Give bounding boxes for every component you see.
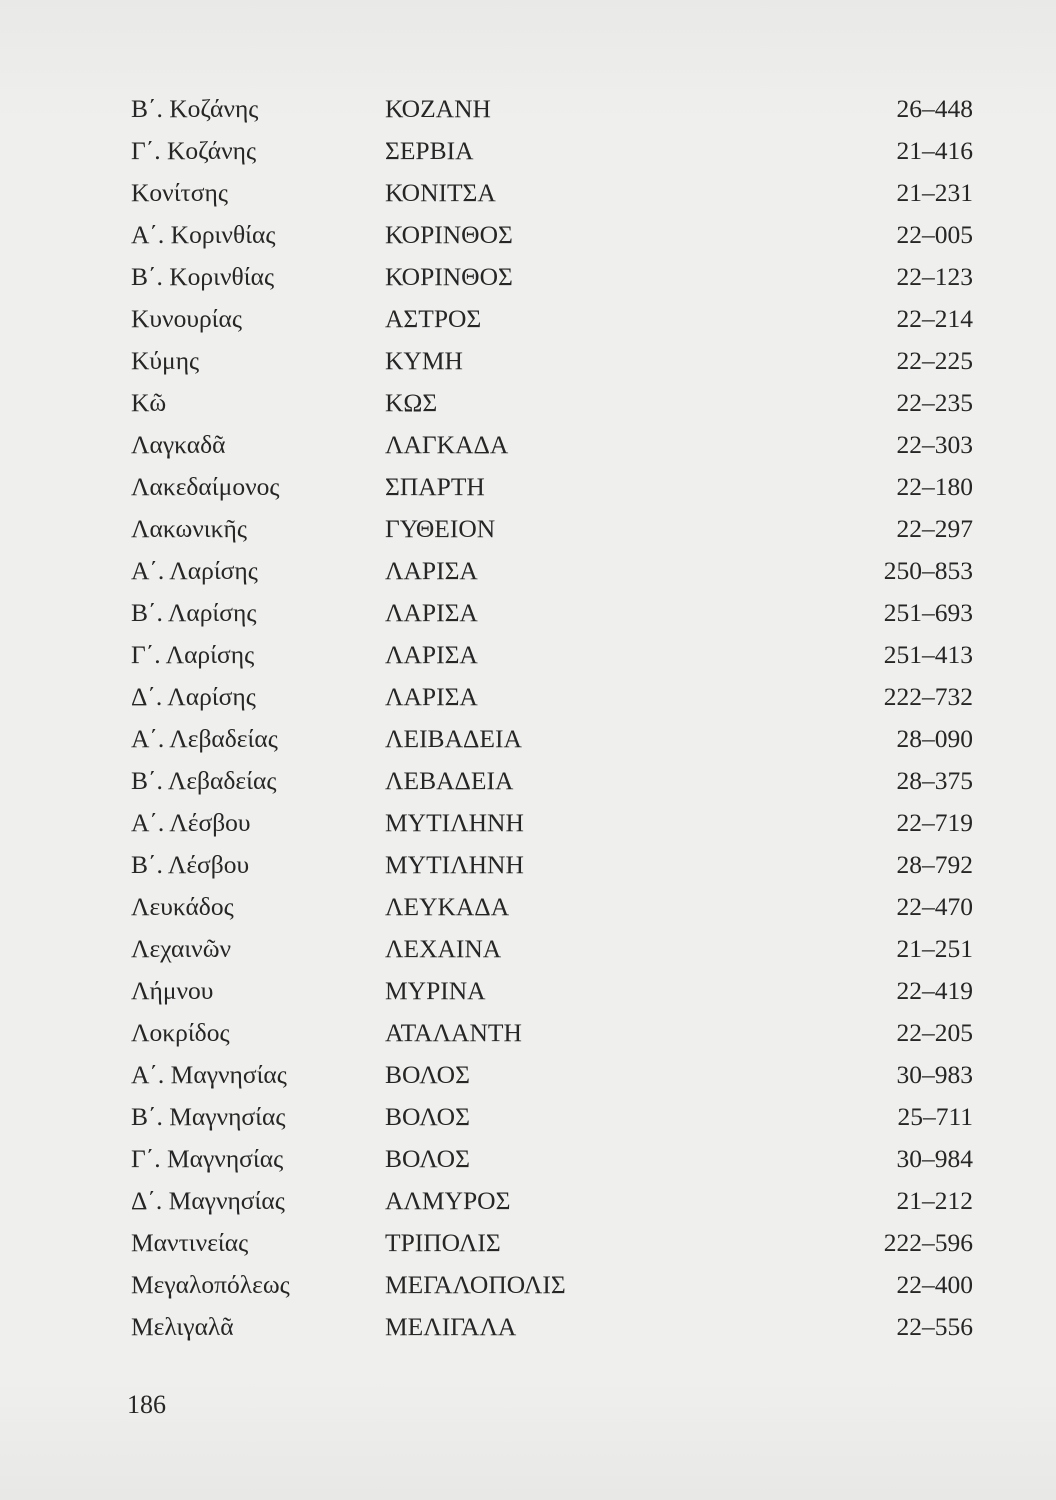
district-name: Β΄. Λέσβου	[131, 850, 250, 879]
phone-number: 222–732	[883, 682, 973, 711]
table-row	[131, 130, 973, 172]
table-row	[131, 382, 973, 424]
city-name: ΚΩΣ	[385, 388, 438, 417]
table-row	[131, 718, 973, 760]
phone-number: 26–448	[896, 94, 973, 123]
district-name: Β΄. Κοζάνης	[131, 94, 259, 123]
district-name: Κονίτσης	[131, 178, 228, 207]
district-name: Α΄. Λεβαδείας	[131, 724, 278, 753]
table-row	[131, 1264, 973, 1306]
district-name: Λευκάδος	[131, 892, 234, 921]
city-name: ΜΥΤΙΛΗΝΗ	[385, 850, 524, 879]
phone-number: 28–792	[896, 850, 973, 879]
city-name: ΣΠΑΡΤΗ	[385, 472, 485, 501]
table-row	[131, 760, 973, 802]
city-name: ΓΥΘΕΙΟΝ	[385, 514, 496, 543]
city-name: ΒΟΛΟΣ	[385, 1060, 470, 1089]
directory-table	[131, 88, 973, 1348]
phone-number: 22–214	[896, 304, 973, 333]
district-name: Λακωνικῆς	[131, 514, 247, 543]
city-name: ΣΕΡΒΙΑ	[385, 136, 474, 165]
city-name: ΚΟΖΑΝΗ	[385, 94, 491, 123]
district-name: Β΄. Λαρίσης	[131, 598, 257, 627]
district-name: Δ΄. Μαγνησίας	[131, 1186, 285, 1215]
city-name: ΛΕΥΚΑΔΑ	[385, 892, 510, 921]
city-name: ΒΟΛΟΣ	[385, 1144, 470, 1173]
district-name: Β΄. Μαγνησίας	[131, 1102, 286, 1131]
district-name: Α΄. Κορινθίας	[131, 220, 276, 249]
district-name: Λοκρίδος	[131, 1018, 230, 1047]
district-name: Λεχαινῶν	[131, 934, 232, 963]
city-name: ΛΑΡΙΣΑ	[385, 682, 478, 711]
district-name: Α΄. Λέσβου	[131, 808, 251, 837]
table-row	[131, 1096, 973, 1138]
city-name: ΛΑΡΙΣΑ	[385, 556, 478, 585]
district-name: Β΄. Κορινθίας	[131, 262, 275, 291]
city-name: ΛΑΡΙΣΑ	[385, 598, 478, 627]
phone-number: 22–180	[896, 472, 973, 501]
phone-number: 30–983	[896, 1060, 973, 1089]
district-name: Λαγκαδᾶ	[131, 430, 226, 459]
phone-number: 22–123	[896, 262, 973, 291]
phone-number: 25–711	[897, 1102, 973, 1131]
phone-number: 21–212	[896, 1186, 973, 1215]
district-name: Λακεδαίμονος	[131, 472, 280, 501]
phone-number: 22–719	[896, 808, 973, 837]
phone-number: 22–303	[896, 430, 973, 459]
phone-number: 28–090	[896, 724, 973, 753]
phone-number: 22–419	[896, 976, 973, 1005]
table-row	[131, 634, 973, 676]
phone-number: 22–470	[896, 892, 973, 921]
city-name: ΒΟΛΟΣ	[385, 1102, 470, 1131]
table-row	[131, 1306, 973, 1348]
table-row	[131, 256, 973, 298]
city-name: ΚΥΜΗ	[385, 346, 463, 375]
table-row	[131, 550, 973, 592]
district-name: Γ΄. Λαρίσης	[131, 640, 255, 669]
phone-number: 22–225	[896, 346, 973, 375]
district-name: Δ΄. Λαρίσης	[131, 682, 256, 711]
district-name: Γ΄. Κοζάνης	[131, 136, 257, 165]
phone-number: 22–235	[896, 388, 973, 417]
district-name: Μαντινείας	[131, 1228, 249, 1257]
district-name: Α΄. Λαρίσης	[131, 556, 258, 585]
table-row	[131, 1180, 973, 1222]
page-number: 186	[127, 1390, 166, 1419]
district-name: Β΄. Λεβαδείας	[131, 766, 277, 795]
table-row	[131, 424, 973, 466]
city-name: ΛΕΒΑΔΕΙΑ	[385, 766, 514, 795]
phone-number: 22–556	[896, 1312, 973, 1341]
district-name: Κῶ	[131, 388, 167, 417]
phone-number: 22–400	[896, 1270, 973, 1299]
city-name: ΑΣΤΡΟΣ	[385, 304, 482, 333]
phone-number: 222–596	[883, 1228, 973, 1257]
district-name: Κυνουρίας	[131, 304, 242, 333]
city-name: ΛΕΧΑΙΝΑ	[385, 934, 502, 963]
city-name: ΜΥΡΙΝΑ	[385, 976, 486, 1005]
table-row	[131, 466, 973, 508]
district-name: Λήμνου	[131, 976, 214, 1005]
table-row	[131, 214, 973, 256]
city-name: ΑΤΑΛΑΝΤΗ	[385, 1018, 522, 1047]
city-name: ΚΟΝΙΤΣΑ	[385, 178, 496, 207]
table-row	[131, 802, 973, 844]
phone-number: 21–416	[896, 136, 973, 165]
table-row	[131, 676, 973, 718]
table-row	[131, 970, 973, 1012]
phone-number: 250–853	[883, 556, 973, 585]
table-row	[131, 592, 973, 634]
table-row	[131, 172, 973, 214]
city-name: ΑΛΜΥΡΟΣ	[385, 1186, 511, 1215]
city-name: ΜΕΛΙΓΑΛΑ	[385, 1312, 517, 1341]
district-name: Μεγαλοπόλεως	[131, 1270, 290, 1299]
table-row	[131, 340, 973, 382]
phone-number: 22–205	[896, 1018, 973, 1047]
district-name: Μελιγαλᾶ	[131, 1312, 234, 1341]
district-name: Α΄. Μαγνησίας	[131, 1060, 287, 1089]
table-row	[131, 508, 973, 550]
table-row	[131, 1054, 973, 1096]
district-name: Κύμης	[131, 346, 200, 375]
city-name: ΜΕΓΑΛΟΠΟΛΙΣ	[385, 1270, 566, 1299]
table-row	[131, 844, 973, 886]
city-name: ΚΟΡΙΝΘΟΣ	[385, 220, 513, 249]
table-row	[131, 1138, 973, 1180]
phone-number: 251–413	[883, 640, 973, 669]
phone-number: 251–693	[883, 598, 973, 627]
table-row	[131, 1222, 973, 1264]
phone-number: 30–984	[896, 1144, 973, 1173]
city-name: ΛΕΙΒΑΔΕΙΑ	[385, 724, 522, 753]
table-row	[131, 298, 973, 340]
city-name: ΛΑΡΙΣΑ	[385, 640, 478, 669]
district-name: Γ΄. Μαγνησίας	[131, 1144, 284, 1173]
table-row	[131, 88, 973, 130]
city-name: ΛΑΓΚΑΔΑ	[385, 430, 509, 459]
phone-number: 22–297	[896, 514, 973, 543]
city-name: ΤΡΙΠΟΛΙΣ	[385, 1228, 501, 1257]
table-row	[131, 928, 973, 970]
city-name: ΚΟΡΙΝΘΟΣ	[385, 262, 513, 291]
table-row	[131, 886, 973, 928]
phone-number: 22–005	[896, 220, 973, 249]
phone-number: 28–375	[896, 766, 973, 795]
phone-number: 21–231	[896, 178, 973, 207]
phone-number: 21–251	[896, 934, 973, 963]
city-name: ΜΥΤΙΛΗΝΗ	[385, 808, 524, 837]
table-row	[131, 1012, 973, 1054]
